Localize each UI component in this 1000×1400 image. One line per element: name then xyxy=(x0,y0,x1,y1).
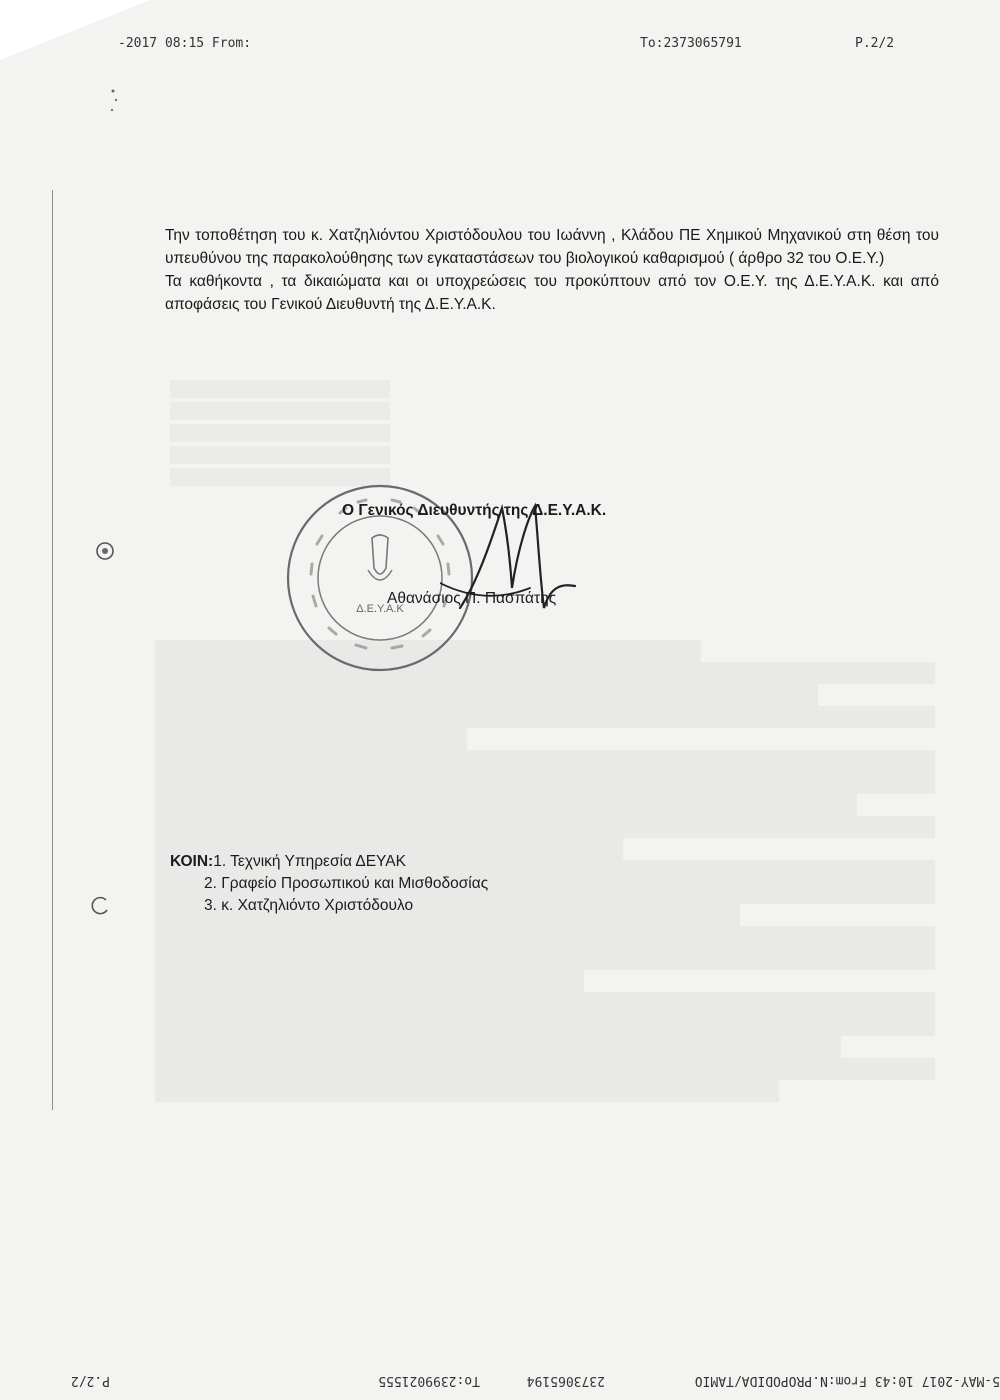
signatory-name: Αθανάσιος Π. Πασπάτης xyxy=(387,590,557,607)
scan-speck-icon xyxy=(108,86,122,116)
fax-footer xyxy=(0,1368,1000,1388)
bleed-through-top xyxy=(170,380,390,490)
fax-footer-datetime: 5-MAY-2017 10:43 From:N.PROPODIDA/TAMIO xyxy=(694,1373,1000,1388)
fax-header-page: P.2/2 xyxy=(855,36,895,51)
decision-text xyxy=(165,224,939,316)
copies-item: 2. Γραφείο Προσωπικού και Μισθοδοσίας xyxy=(204,875,489,892)
signature-block xyxy=(280,478,700,678)
fax-header-datetime: -2017 08:15 From: xyxy=(118,36,252,51)
fax-footer-from-number: 2373065194 xyxy=(526,1373,605,1388)
fax-header xyxy=(0,36,1000,56)
copies-to xyxy=(170,851,488,917)
signatory-title: Ο Γενικός Διευθυντής της Δ.Ε.Υ.Α.Κ. xyxy=(342,502,607,519)
copies-label: ΚΟΙΝ: xyxy=(170,853,214,870)
punch-hole-mark-icon xyxy=(88,894,112,918)
fax-footer-page: P.2/2 xyxy=(70,1373,110,1388)
fax-footer-to: To:2399021555 xyxy=(378,1373,480,1388)
fax-header-to: To:2373065791 xyxy=(640,36,742,51)
copies-item: 3. κ. Χατζηλιόντο Χριστόδουλο xyxy=(204,897,414,914)
seal-center-text: Δ.Ε.Υ.Α.Κ xyxy=(356,603,404,615)
margin-line xyxy=(52,190,53,1110)
appointment-paragraph: Την τοποθέτηση του κ. Χατζηλιόντου Χριστόδουλου του Ιωάννη , Κλάδου ΠΕ Χημικού Μηχανικού στη θέση του υπευθύνου της παρακολούθησης των εγκαταστάσεων του βιολογικού καθαρισμού ( άρθρο 32 του Ο.Ε.Υ.) xyxy=(165,227,939,267)
copies-item: 1. Τεχνική Υπηρεσία ΔΕΥΑΚ xyxy=(213,853,406,870)
punch-hole-mark-icon xyxy=(94,540,116,562)
duties-paragraph: Τα καθήκοντα , τα δικαιώματα και οι υποχρεώσεις του προκύπτουν από τον Ο.Ε.Υ. της Δ.Ε.Υ.Α.Κ. και από αποφάσεις του Γενικού Διευθυντή της Δ.Ε.Υ.Α.Κ. xyxy=(165,273,939,313)
